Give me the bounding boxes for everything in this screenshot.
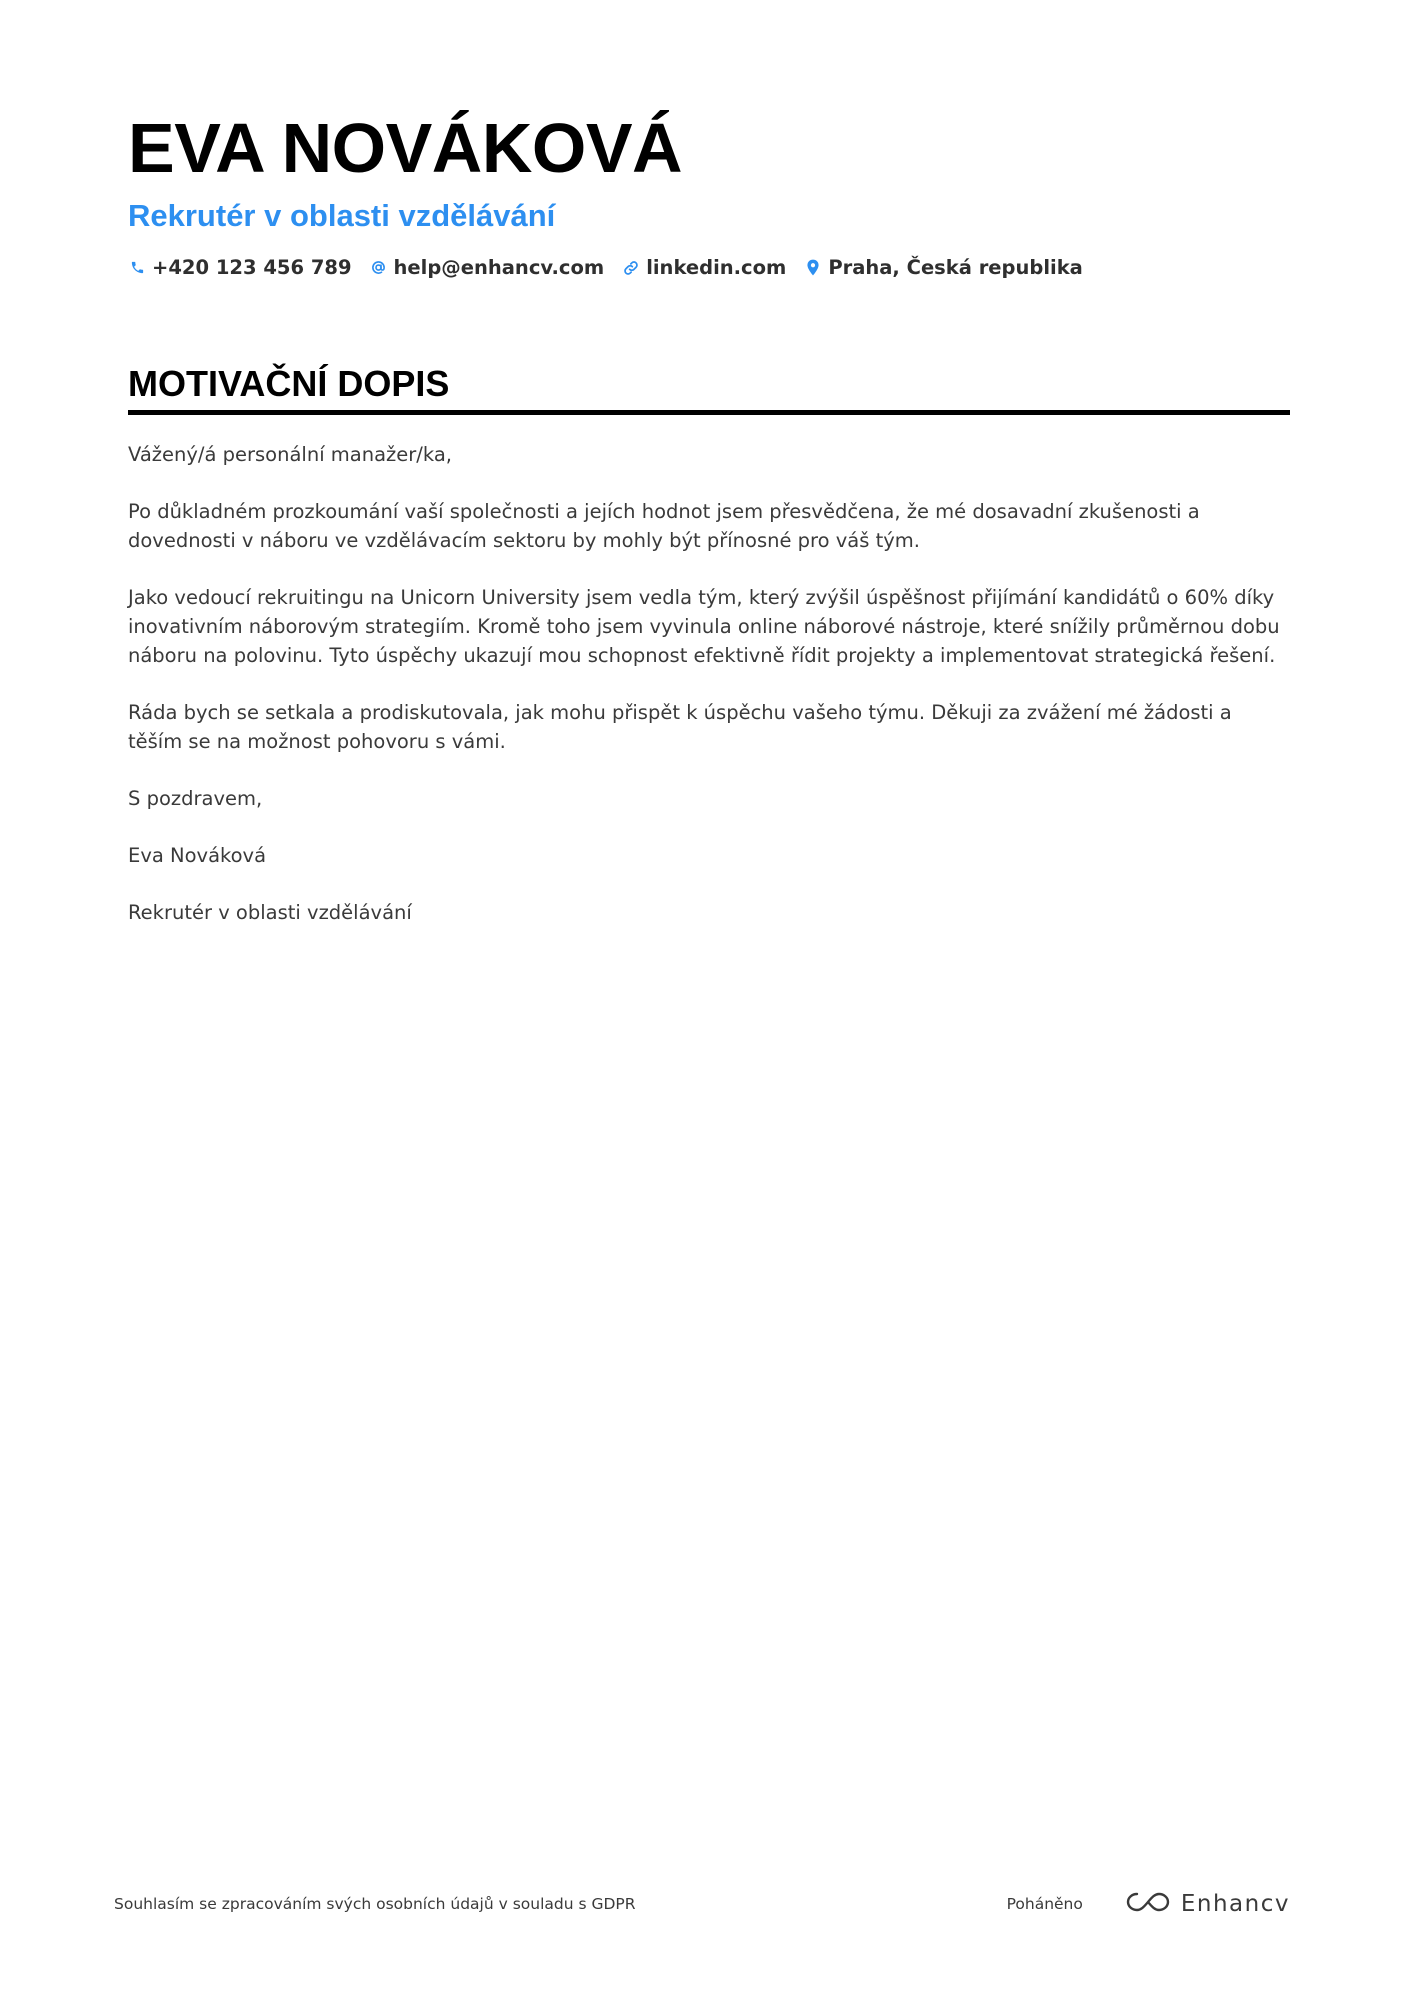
contact-row: [128, 256, 1288, 279]
letter-body: [128, 440, 1288, 955]
letter-closing: S pozdravem,: [128, 787, 263, 810]
powered-by-label: Poháněno: [1006, 1895, 1083, 1913]
contact-phone: [128, 256, 352, 279]
contact-linkedin[interactable]: [622, 256, 786, 279]
letter-paragraph: Jako vedoucí rekruitingu na Unicorn University jsem vedla tým, který zvýšil úspěšnost přijímání kandidátů o 60% díky inovativním náborovým strategiím. Kromě toho jsem vyvinula online náborové nástroje, které snížily průměrnou dobu náboru na polovinu. Tyto úspěchy ukazují mou schopnost efektivně řídit projekty a implementovat strategická řešení.: [128, 586, 1280, 667]
contact-email[interactable]: [370, 256, 605, 279]
location-text: Praha, Česká republika: [828, 256, 1083, 279]
location-pin-icon: [804, 259, 822, 277]
link-icon: [622, 259, 640, 277]
gdpr-consent: Souhlasím se zpracováním svých osobních údajů v souladu s GDPR: [114, 1895, 636, 1913]
section-divider: [128, 410, 1290, 415]
linkedin-text[interactable]: linkedin.com: [646, 256, 787, 279]
email-text[interactable]: help@enhancv.com: [393, 256, 605, 279]
brand-name: Enhancv: [1180, 1891, 1290, 1917]
contact-location: [804, 256, 1083, 279]
section-title: MOTIVAČNÍ DOPIS: [128, 363, 450, 404]
candidate-role: Rekrutér v oblasti vzdělávání: [128, 198, 556, 233]
infinity-logo-icon: [1125, 1890, 1171, 1918]
signature-role: Rekrutér v oblasti vzdělávání: [128, 901, 412, 924]
footer-branding: [1007, 1890, 1290, 1918]
at-icon: [370, 259, 388, 277]
phone-text: +420 123 456 789: [152, 256, 352, 279]
letter-paragraph: Ráda bych se setkala a prodiskutovala, jak mohu přispět k úspěchu vašeho týmu. Děkuji za zvážení mé žádosti a těším se na možnost pohovoru s vámi.: [128, 701, 1232, 753]
letter-greeting: Vážený/á personální manažer/ka,: [128, 443, 452, 466]
letter-paragraph: Po důkladném prozkoumání vaší společnosti a jejích hodnot jsem přesvědčena, že mé dosavadní zkušenosti a dovednosti v náboru ve vzdělávacím sektoru by mohly být přínosné pro váš tým.: [128, 500, 1200, 552]
signature-name: Eva Nováková: [128, 844, 267, 867]
phone-icon: [128, 259, 146, 277]
enhancv-logo[interactable]: [1125, 1890, 1290, 1918]
header: [128, 108, 1288, 279]
candidate-name: EVA NOVÁKOVÁ: [128, 109, 683, 187]
footer: [114, 1884, 1290, 1924]
